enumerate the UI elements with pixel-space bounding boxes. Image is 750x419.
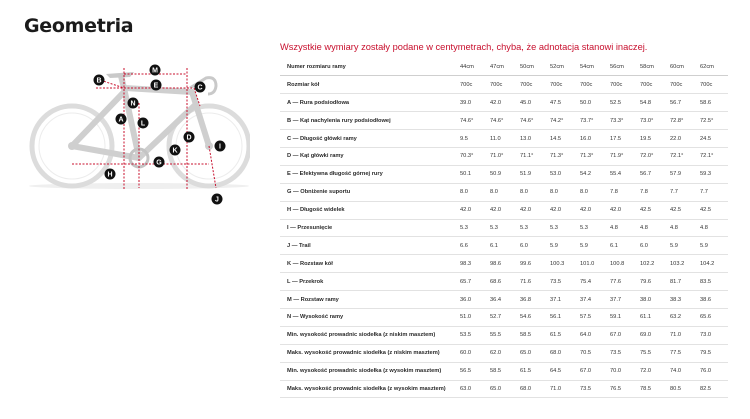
table-cell: 63.0: [458, 380, 488, 398]
table-cell: 700c: [698, 76, 728, 94]
table-cell: 8.0: [488, 183, 518, 201]
table-cell: 72.8°: [668, 112, 698, 130]
table-cell: 56.5: [458, 362, 488, 380]
geometry-table-body: [280, 58, 728, 398]
table-cell: 59.3: [698, 165, 728, 183]
table-cell: 50.0: [578, 94, 608, 112]
row-label: G — Obniżenie suportu: [280, 183, 458, 201]
table-cell: 71.0: [668, 326, 698, 344]
table-cell: 42.0: [578, 201, 608, 219]
table-row: [280, 112, 728, 130]
table-cell: 24.5: [698, 130, 728, 148]
table-cell: 59.1: [608, 308, 638, 326]
table-row: [280, 165, 728, 183]
table-cell: 7.7: [698, 183, 728, 201]
table-cell: 700c: [638, 76, 668, 94]
table-cell: 53.5: [458, 326, 488, 344]
table-cell: 76.5: [608, 380, 638, 398]
table-cell: 72.5°: [698, 112, 728, 130]
table-cell: 42.0: [458, 201, 488, 219]
table-cell: 19.5: [638, 130, 668, 148]
table-cell: 77.6: [608, 273, 638, 291]
table-cell: 56.7: [638, 165, 668, 183]
table-cell: 42.0: [548, 201, 578, 219]
table-cell: 77.5: [668, 344, 698, 362]
geometry-table: [280, 58, 728, 398]
table-cell: 57.5: [578, 308, 608, 326]
table-row: [280, 380, 728, 398]
table-cell: 56.7: [668, 94, 698, 112]
table-cell: 6.6: [458, 237, 488, 255]
table-cell: 54.6: [518, 308, 548, 326]
table-cell: 44cm: [458, 58, 488, 76]
page-title: Geometria: [24, 15, 134, 37]
row-label: Min. wysokość prowadnic siodełka (z wysokim masztem): [280, 362, 458, 380]
table-cell: 70.0: [608, 362, 638, 380]
table-cell: 70.5: [578, 344, 608, 362]
table-row: [280, 308, 728, 326]
table-cell: 72.0°: [638, 147, 668, 165]
table-cell: 45.0: [518, 94, 548, 112]
table-cell: 73.5: [578, 380, 608, 398]
table-row: [280, 291, 728, 309]
svg-text:J: J: [215, 196, 219, 204]
table-cell: 64.0: [578, 326, 608, 344]
table-cell: 73.0: [698, 326, 728, 344]
bike-geometry-diagram: [24, 58, 250, 208]
table-row: [280, 58, 728, 76]
table-row: [280, 147, 728, 165]
row-label: N — Wysokość ramy: [280, 308, 458, 326]
table-cell: 7.7: [668, 183, 698, 201]
table-cell: 68.0: [548, 344, 578, 362]
table-cell: 100.3: [548, 255, 578, 273]
table-cell: 50cm: [518, 58, 548, 76]
table-cell: 42.0: [488, 201, 518, 219]
marker-c: [195, 82, 206, 93]
table-cell: 74.6°: [488, 112, 518, 130]
table-cell: 5.3: [518, 219, 548, 237]
table-cell: 74.6°: [518, 112, 548, 130]
table-cell: 71.6: [518, 273, 548, 291]
svg-text:L: L: [140, 120, 146, 128]
table-cell: 70.3°: [458, 147, 488, 165]
row-label: Rozmiar kół: [280, 76, 458, 94]
table-cell: 65.7: [458, 273, 488, 291]
table-row: [280, 76, 728, 94]
svg-text:B: B: [96, 77, 102, 85]
svg-text:C: C: [197, 84, 203, 92]
table-cell: 6.0: [518, 237, 548, 255]
table-cell: 103.2: [668, 255, 698, 273]
table-cell: 65.0: [518, 344, 548, 362]
svg-text:I: I: [219, 143, 221, 151]
table-cell: 4.8: [668, 219, 698, 237]
table-cell: 73.0°: [638, 112, 668, 130]
table-cell: 81.7: [668, 273, 698, 291]
svg-text:E: E: [153, 82, 159, 90]
table-cell: 55.5: [488, 326, 518, 344]
table-cell: 56.1: [548, 308, 578, 326]
table-cell: 4.8: [638, 219, 668, 237]
table-cell: 50.1: [458, 165, 488, 183]
table-cell: 61.5: [548, 326, 578, 344]
table-cell: 67.0: [578, 362, 608, 380]
marker-l: [138, 118, 149, 129]
table-row: [280, 219, 728, 237]
table-cell: 71.1°: [518, 147, 548, 165]
units-notice: Wszystkie wymiary zostały podane w centymetrach, chyba, że adnotacja stanowi inaczej.: [280, 42, 648, 52]
table-cell: 52.5: [608, 94, 638, 112]
table-cell: 36.0: [458, 291, 488, 309]
table-cell: 62.0: [488, 344, 518, 362]
table-cell: 54.8: [638, 94, 668, 112]
table-cell: 22.0: [668, 130, 698, 148]
row-label: Maks. wysokość prowadnic siodełka (z wysokim masztem): [280, 380, 458, 398]
table-cell: 53.0: [548, 165, 578, 183]
table-cell: 6.1: [488, 237, 518, 255]
table-cell: 79.6: [638, 273, 668, 291]
marker-j: [212, 194, 223, 205]
table-cell: 73.3°: [608, 112, 638, 130]
table-cell: 58.6: [698, 94, 728, 112]
table-cell: 700c: [518, 76, 548, 94]
table-cell: 57.9: [668, 165, 698, 183]
table-cell: 42.0: [488, 94, 518, 112]
table-cell: 5.3: [488, 219, 518, 237]
table-cell: 13.0: [518, 130, 548, 148]
marker-d: [184, 132, 195, 143]
marker-m: [150, 65, 161, 76]
table-cell: 60.0: [458, 344, 488, 362]
table-cell: 72.1°: [698, 147, 728, 165]
table-cell: 67.0: [608, 326, 638, 344]
table-cell: 83.5: [698, 273, 728, 291]
table-cell: 14.5: [548, 130, 578, 148]
row-label: Min. wysokość prowadnic siodełka (z niskim masztem): [280, 326, 458, 344]
row-label: M — Rozstaw ramy: [280, 291, 458, 309]
table-cell: 102.2: [638, 255, 668, 273]
table-cell: 700c: [458, 76, 488, 94]
table-cell: 8.0: [578, 183, 608, 201]
row-label: L — Przekrok: [280, 273, 458, 291]
table-cell: 7.8: [638, 183, 668, 201]
table-cell: 101.0: [578, 255, 608, 273]
table-row: [280, 362, 728, 380]
table-cell: 42.5: [638, 201, 668, 219]
table-cell: 42.5: [668, 201, 698, 219]
table-cell: 69.0: [638, 326, 668, 344]
table-cell: 52.7: [488, 308, 518, 326]
table-cell: 51.9: [518, 165, 548, 183]
svg-text:G: G: [156, 159, 162, 167]
table-cell: 61.5: [518, 362, 548, 380]
table-cell: 79.5: [698, 344, 728, 362]
table-row: [280, 201, 728, 219]
table-row: [280, 94, 728, 112]
table-row: [280, 130, 728, 148]
table-cell: 52cm: [548, 58, 578, 76]
table-cell: 82.5: [698, 380, 728, 398]
table-cell: 42.5: [698, 201, 728, 219]
table-cell: 51.0: [458, 308, 488, 326]
table-cell: 80.5: [668, 380, 698, 398]
table-cell: 50.9: [488, 165, 518, 183]
table-cell: 58.5: [518, 326, 548, 344]
table-cell: 36.8: [518, 291, 548, 309]
table-cell: 104.2: [698, 255, 728, 273]
table-cell: 5.9: [578, 237, 608, 255]
table-cell: 75.5: [638, 344, 668, 362]
svg-text:H: H: [107, 171, 113, 179]
table-cell: 73.5: [548, 273, 578, 291]
table-cell: 98.3: [458, 255, 488, 273]
row-label: Maks. wysokość prowadnic siodełka (z niskim masztem): [280, 344, 458, 362]
table-cell: 62cm: [698, 58, 728, 76]
table-cell: 65.6: [698, 308, 728, 326]
svg-text:K: K: [172, 147, 178, 155]
table-cell: 64.5: [548, 362, 578, 380]
marker-a: [116, 114, 127, 125]
table-cell: 8.0: [548, 183, 578, 201]
row-label: H — Długość widelek: [280, 201, 458, 219]
table-cell: 5.9: [668, 237, 698, 255]
row-label: E — Efektywna długość górnej rury: [280, 165, 458, 183]
table-cell: 700c: [488, 76, 518, 94]
table-cell: 71.0: [548, 380, 578, 398]
table-row: [280, 344, 728, 362]
marker-n: [128, 98, 139, 109]
table-cell: 98.6: [488, 255, 518, 273]
table-cell: 4.8: [608, 219, 638, 237]
table-cell: 9.5: [458, 130, 488, 148]
svg-text:A: A: [118, 116, 124, 124]
table-cell: 74.6°: [458, 112, 488, 130]
table-cell: 72.0: [638, 362, 668, 380]
table-cell: 42.0: [518, 201, 548, 219]
table-cell: 65.0: [488, 380, 518, 398]
table-cell: 58.5: [488, 362, 518, 380]
table-cell: 74.2°: [548, 112, 578, 130]
row-label: I — Przesunięcie: [280, 219, 458, 237]
table-cell: 75.4: [578, 273, 608, 291]
table-cell: 100.8: [608, 255, 638, 273]
marker-h: [105, 169, 116, 180]
marker-e: [151, 80, 162, 91]
table-cell: 5.9: [698, 237, 728, 255]
table-cell: 37.1: [548, 291, 578, 309]
table-cell: 37.4: [578, 291, 608, 309]
table-cell: 73.7°: [578, 112, 608, 130]
table-row: [280, 237, 728, 255]
row-label: D — Kąt główki ramy: [280, 147, 458, 165]
table-cell: 72.1°: [668, 147, 698, 165]
table-cell: 6.0: [638, 237, 668, 255]
table-cell: 68.6: [488, 273, 518, 291]
marker-k: [170, 145, 181, 156]
table-cell: 56cm: [608, 58, 638, 76]
svg-text:M: M: [152, 67, 158, 75]
marker-i: [215, 141, 226, 152]
table-cell: 8.0: [518, 183, 548, 201]
table-cell: 55.4: [608, 165, 638, 183]
table-cell: 63.2: [668, 308, 698, 326]
table-cell: 16.0: [578, 130, 608, 148]
table-cell: 36.4: [488, 291, 518, 309]
table-cell: 39.0: [458, 94, 488, 112]
table-cell: 700c: [578, 76, 608, 94]
table-cell: 17.5: [608, 130, 638, 148]
row-label: Numer rozmiaru ramy: [280, 58, 458, 76]
table-cell: 37.7: [608, 291, 638, 309]
bike-geometry-svg: [24, 58, 250, 208]
table-cell: 61.1: [638, 308, 668, 326]
table-cell: 54.2: [578, 165, 608, 183]
table-row: [280, 326, 728, 344]
table-cell: 60cm: [668, 58, 698, 76]
marker-b: [94, 75, 105, 86]
row-label: B — Kąt nachylenia rury podsiodłowej: [280, 112, 458, 130]
table-cell: 700c: [668, 76, 698, 94]
table-cell: 71.9°: [608, 147, 638, 165]
table-cell: 58cm: [638, 58, 668, 76]
table-cell: 42.0: [608, 201, 638, 219]
table-row: [280, 183, 728, 201]
table-cell: 4.8: [698, 219, 728, 237]
table-row: [280, 255, 728, 273]
table-cell: 700c: [548, 76, 578, 94]
table-cell: 71.3°: [578, 147, 608, 165]
table-cell: 47.5: [548, 94, 578, 112]
row-label: A — Rura podsiodłowa: [280, 94, 458, 112]
row-label: K — Rozstaw kół: [280, 255, 458, 273]
table-cell: 7.8: [608, 183, 638, 201]
table-cell: 5.9: [548, 237, 578, 255]
table-cell: 78.5: [638, 380, 668, 398]
table-cell: 11.0: [488, 130, 518, 148]
table-cell: 5.3: [548, 219, 578, 237]
table-cell: 74.0: [668, 362, 698, 380]
row-label: C — Długość główki ramy: [280, 130, 458, 148]
table-cell: 71.3°: [548, 147, 578, 165]
table-cell: 38.3: [668, 291, 698, 309]
marker-g: [154, 157, 165, 168]
table-cell: 6.1: [608, 237, 638, 255]
table-row: [280, 273, 728, 291]
svg-text:N: N: [130, 100, 136, 108]
table-cell: 73.5: [608, 344, 638, 362]
table-cell: 99.6: [518, 255, 548, 273]
table-cell: 76.0: [698, 362, 728, 380]
saddle: [106, 72, 134, 78]
svg-text:D: D: [186, 134, 192, 142]
table-cell: 700c: [608, 76, 638, 94]
table-cell: 38.6: [698, 291, 728, 309]
table-cell: 54cm: [578, 58, 608, 76]
row-label: J — Trail: [280, 237, 458, 255]
table-cell: 8.0: [458, 183, 488, 201]
table-cell: 68.0: [518, 380, 548, 398]
table-cell: 38.0: [638, 291, 668, 309]
table-cell: 5.3: [578, 219, 608, 237]
table-cell: 5.3: [458, 219, 488, 237]
table-cell: 47cm: [488, 58, 518, 76]
table-cell: 71.0°: [488, 147, 518, 165]
